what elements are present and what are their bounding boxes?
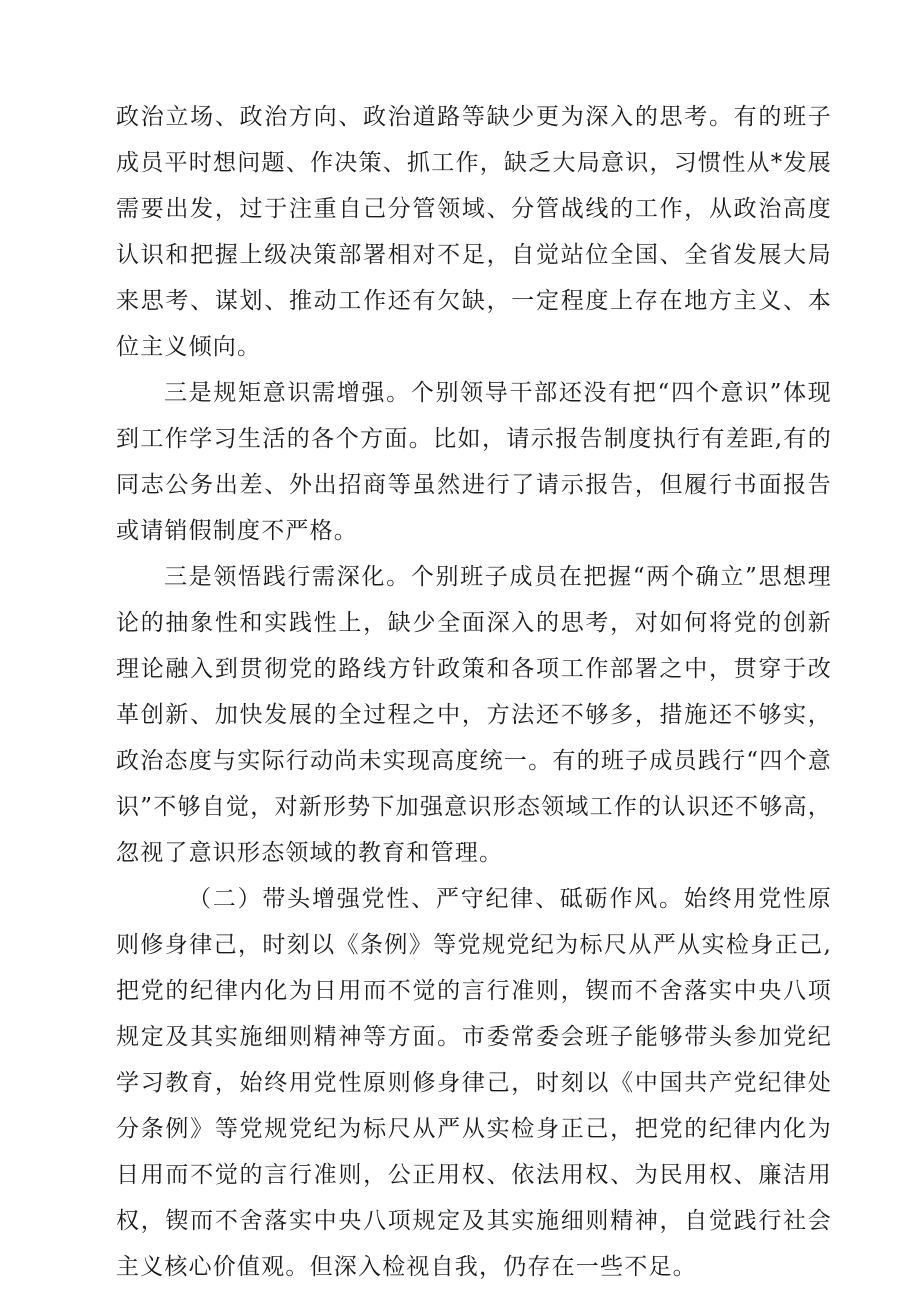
- paragraph-continuation: 政治立场、政治方向、政治道路等缺少更为深入的思考。有的班子成员平时想问题、作决策、抓工作，缺乏大局意识，习惯性从*发展需要出发，过于注重自己分管领域、分管战线的工作，从政治高度认识和把握上级决策部署相对不足，自觉站位全国、全省发展大局来思考、谋划、推动工作还有欠缺，一定程度上存在地方主义、本位主义倾向。: [116, 104, 832, 360]
- paragraph-rules-awareness: 三是规矩意识需增强。个别领导干部还没有把“四个意识”体现到工作学习生活的各个方面。比如，请示报告制度执行有差距,有的同志公务出差、外出招商等虽然进行了请示报告，但履行书面报告或请销假制度不严格。: [116, 380, 832, 544]
- paragraph-section-two: （二）带头增强党性、严守纪律、砥砺作风。始终用党性原则修身律己，时刻以《条例》等党规党纪为标尺从严从实检身正己,把党的纪律内化为日用而不觉的言行准则，锲而不舍落实中央八项规定及其实施细则精神等方面。市委常委会班子能够带头参加党纪学习教育，始终用党性原则修身律己，时刻以《中国共产党纪律处分条例》等党规党纪为标尺从严从实检身正己，把党的纪律内化为日用而不觉的言行准则，公正用权、依法用权、为民用权、廉洁用权，锲而不舍落实中央八项规定及其实施细则精神，自觉践行社会主义核心价值观。但深入检视自我，仍存在一些不足。: [116, 886, 832, 1280]
- body-text: [116, 94, 832, 1290]
- paragraph-practice-deepen: 三是领悟践行需深化。个别班子成员在把握“两个确立”思想理论的抽象性和实践性上，缺少全面深入的思考，对如何将党的创新理论融入到贯彻党的路线方针政策和各项工作部署之中，贯穿于改革创新、加快发展的全过程之中，方法还不够多，措施还不够实，政治态度与实际行动尚未实现高度统一。有的班子成员践行“四个意识”不够自觉，对新形势下加强意识形态领域工作的认识还不够高，忽视了意识形态领域的教育和管理。: [116, 564, 832, 866]
